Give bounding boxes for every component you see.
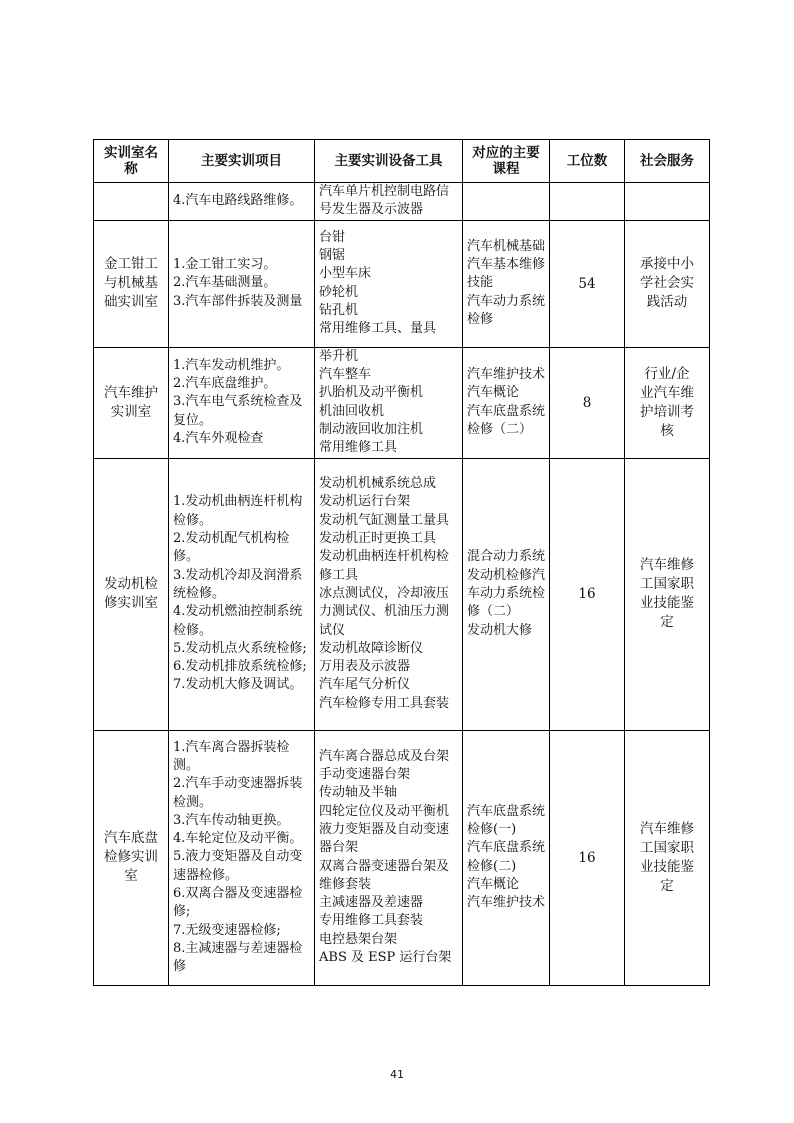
room-name-cell: 汽车底盘检修实训室 [94,730,169,985]
header-projects: 主要实训项目 [169,140,315,183]
equipment-item: 双离合器变速器台架及维修套装 [319,858,450,892]
equipment-item: 发动机曲柄连杆机构检修工具 [319,549,450,583]
equipment-item: 汽车单片机控制电路信号发生器及示波器 [319,184,450,218]
course-item: 汽车机械基础 [467,238,546,254]
equipment-item: 汽车离合器总成及台架 [319,748,450,764]
stations-cell: 54 [550,220,625,347]
header-service: 社会服务 [625,140,710,183]
equipment-cell [315,730,463,985]
room-name-cell: 汽车维护实训室 [94,347,169,458]
projects-cell [169,220,315,347]
table-row [94,347,710,458]
service-cell: 汽车维修工国家职业技能鉴定 [625,458,710,730]
equipment-item: 发动机运行台架 [319,494,411,510]
project-item: 3.发动机冷却及润滑系统检修。 [173,567,303,601]
room-name-cell [94,183,169,221]
course-item: 汽车概论 [467,385,520,401]
course-item: 混合动力系统发动机检修汽车动力系统检修（二） [467,549,546,620]
courses-cell [463,220,550,347]
header-equipment: 主要实训设备工具 [315,140,463,183]
course-item: 汽车动力系统检修 [467,293,546,328]
equipment-item: 机油回收机 [319,403,385,419]
stations-cell: 16 [550,730,625,985]
project-item: 2.发动机配气机构检修。 [173,531,290,565]
equipment-item: 发动机故障诊断仪 [319,640,424,656]
course-item: 发动机大修 [467,622,533,638]
projects-cell [169,347,315,458]
project-item: 4.汽车外观检查 [173,431,264,447]
equipment-cell [315,220,463,347]
project-item: 5.发动机点火系统检修; [173,640,307,656]
project-item: 1.金工钳工实习。 [173,257,277,273]
equipment-cell [315,458,463,730]
project-item: 2.汽车基础测量。 [173,275,277,291]
equipment-item: 钢锯 [319,248,346,263]
course-item: 汽车维护技术 [467,895,546,911]
course-item: 汽车底盘系统检修(二) [467,840,546,874]
room-name-cell: 发动机检修实训室 [94,458,169,730]
course-item: 汽车概论 [467,876,520,892]
projects-cell [169,458,315,730]
header-stations: 工位数 [550,140,625,183]
equipment-cell [315,347,463,458]
project-item: 3.汽车部件拆装及测量 [173,293,303,309]
project-item: 3.汽车电气系统检查及复位。 [173,394,303,428]
course-item: 汽车底盘系统检修（二） [467,403,546,437]
equipment-item: 汽车尾气分析仪 [319,677,411,693]
stations-cell: 16 [550,458,625,730]
equipment-item: ABS 及 ESP 运行台架 [319,950,452,966]
course-item: 汽车基本维修技能 [467,257,546,291]
equipment-item: 小型车床 [319,266,372,282]
project-item: 4.汽车电路线路维修。 [173,193,303,209]
stations-cell: 8 [550,347,625,458]
equipment-item: 汽车检修专用工具套装 [319,695,450,711]
equipment-item: 钻孔机 [319,302,359,318]
equipment-item: 发动机气缸测量工量具 [319,512,450,528]
table-row [94,220,710,347]
table-row [94,183,710,221]
equipment-item: 发动机机械系统总成 [319,476,437,492]
project-item: 4.发动机燃油控制系统检修。 [173,604,303,638]
projects-cell [169,730,315,985]
equipment-item: 电控悬架台架 [319,931,398,947]
stations-cell [550,183,625,221]
project-item: 8.主减速器与差速器检修 [173,940,303,975]
equipment-item: 汽车整车 [319,367,372,382]
service-cell: 行业/企业汽车维护培训考核 [625,347,710,458]
project-item: 7.发动机大修及调试。 [173,677,303,693]
project-item: 5.液力变矩器及自动变速器检修。 [173,849,303,883]
equipment-item: 常用维修工具、量具 [319,321,437,337]
service-cell: 汽车维修工国家职业技能鉴定 [625,730,710,985]
page-number: 41 [390,1068,404,1081]
equipment-item: 砂轮机 [319,284,359,300]
table-row [94,458,710,730]
room-name-cell: 金工钳工与机械基础实训室 [94,220,169,347]
project-item: 1.汽车离合器拆装检测。 [173,739,290,773]
project-item: 1.发动机曲柄连杆机构检修。 [173,494,303,528]
courses-cell [463,347,550,458]
project-item: 6.双离合器及变速器检修; [173,886,303,920]
project-item: 2.汽车手动变速器拆装检测。 [173,776,303,810]
equipment-item: 制动液回收加注机 [319,421,424,437]
course-item: 汽车底盘系统检修(一) [467,803,546,837]
project-item: 4.车轮定位及动平衡。 [173,831,303,847]
equipment-item: 传动轴及半轴 [319,785,398,801]
equipment-item: 万用表及示波器 [319,659,411,675]
equipment-item: 手动变速器台架 [319,767,411,783]
projects-cell [169,183,315,221]
equipment-item: 主减速器及差速器 [319,895,424,911]
training-rooms-table [93,139,710,986]
courses-cell [463,458,550,730]
project-item: 6.发动机排放系统检修; [173,659,307,675]
service-cell [625,183,710,221]
equipment-item: 液力变矩器及自动变速器台架 [319,822,450,856]
equipment-item: 台钳 [319,229,346,245]
project-item: 2.汽车底盘维护。 [173,376,277,392]
course-item: 汽车维护技术 [467,367,546,382]
courses-cell [463,183,550,221]
project-item: 7.无级变速器检修; [173,922,281,938]
equipment-item: 冰点测试仪，冷却液压力测试仪、机油压力测试仪 [319,585,450,638]
courses-cell [463,730,550,985]
equipment-item: 四轮定位仪及动平衡机 [319,803,450,819]
equipment-item: 扒胎机及动平衡机 [319,385,424,401]
table-header-row [94,140,710,183]
project-item: 3.汽车传动轴更换。 [173,812,290,828]
equipment-cell [315,183,463,221]
equipment-item: 常用维修工具 [319,440,398,456]
equipment-item: 专用维修工具套装 [319,913,424,929]
service-cell: 承接中小学社会实践活动 [625,220,710,347]
project-item: 1.汽车发动机维护。 [173,357,290,373]
header-room-name: 实训室名称 [94,140,169,183]
equipment-item: 举升机 [319,348,359,364]
header-courses: 对应的主要课程 [463,140,550,183]
table-row [94,730,710,985]
equipment-item: 发动机正时更换工具 [319,531,437,547]
